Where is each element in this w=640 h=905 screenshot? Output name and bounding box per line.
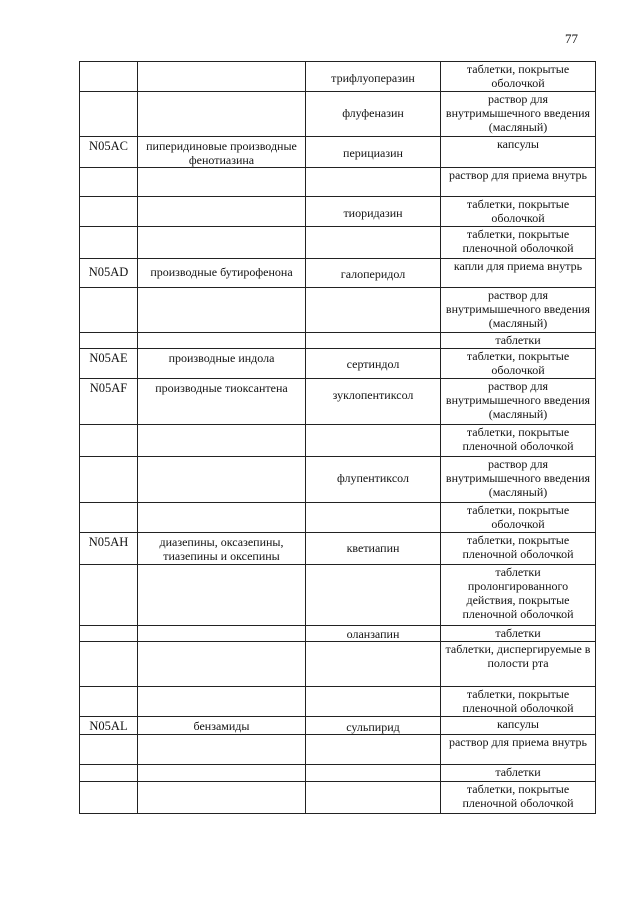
dosage-form-cell: таблетки, покрытые пленочной оболочкой <box>441 227 596 259</box>
group-name-cell: бензамиды <box>138 717 306 735</box>
dosage-form-cell: таблетки, диспергируемые в полости рта <box>441 642 596 687</box>
inn-cell <box>306 565 441 626</box>
atc-code-cell: N05AL <box>80 717 138 735</box>
table-row <box>80 349 596 379</box>
atc-code-cell <box>80 687 138 717</box>
table-row <box>80 227 596 259</box>
drug-table-body <box>80 62 596 814</box>
dosage-form-cell: таблетки <box>441 333 596 349</box>
dosage-form-cell: таблетки, покрытые пленочной оболочкой <box>441 425 596 457</box>
group-name-cell <box>138 765 306 782</box>
dosage-form-cell: таблетки пролонгированного действия, покрытые пленочной оболочкой <box>441 565 596 626</box>
inn-cell: оланзапин <box>306 626 441 642</box>
atc-code-cell: N05AE <box>80 349 138 379</box>
inn-cell <box>306 642 441 687</box>
group-name-cell <box>138 565 306 626</box>
group-name-cell <box>138 503 306 533</box>
atc-code-cell <box>80 565 138 626</box>
atc-code-cell <box>80 197 138 227</box>
table-row <box>80 62 596 92</box>
dosage-form-cell: таблетки, покрытые пленочной оболочкой <box>441 687 596 717</box>
atc-code-cell <box>80 168 138 197</box>
dosage-form-cell: капсулы <box>441 137 596 168</box>
dosage-form-cell: раствор для внутримышечного введения (масляный) <box>441 288 596 333</box>
drug-table <box>79 61 596 814</box>
table-row <box>80 626 596 642</box>
table-row <box>80 425 596 457</box>
inn-cell <box>306 687 441 717</box>
dosage-form-cell: капли для приема внутрь <box>441 259 596 288</box>
dosage-form-cell: таблетки, покрытые оболочкой <box>441 197 596 227</box>
inn-cell <box>306 168 441 197</box>
atc-code-cell <box>80 503 138 533</box>
group-name-cell <box>138 735 306 765</box>
table-row <box>80 687 596 717</box>
dosage-form-cell: таблетки, покрытые оболочкой <box>441 62 596 92</box>
table-row <box>80 259 596 288</box>
atc-code-cell <box>80 227 138 259</box>
table-row <box>80 137 596 168</box>
group-name-cell: производные индола <box>138 349 306 379</box>
dosage-form-cell: таблетки, покрытые пленочной оболочкой <box>441 533 596 565</box>
dosage-form-cell: таблетки, покрытые оболочкой <box>441 503 596 533</box>
table-row <box>80 457 596 503</box>
group-name-cell: производные тиоксантена <box>138 379 306 425</box>
dosage-form-cell: раствор для приема внутрь <box>441 735 596 765</box>
table-row <box>80 533 596 565</box>
atc-code-cell <box>80 288 138 333</box>
group-name-cell: пиперидиновые производные фенотиазина <box>138 137 306 168</box>
inn-cell: перициазин <box>306 137 441 168</box>
atc-code-cell <box>80 765 138 782</box>
group-name-cell <box>138 782 306 814</box>
atc-code-cell <box>80 782 138 814</box>
table-row <box>80 565 596 626</box>
inn-cell <box>306 503 441 533</box>
atc-code-cell: N05AF <box>80 379 138 425</box>
table-row <box>80 765 596 782</box>
inn-cell: флуфеназин <box>306 92 441 137</box>
dosage-form-cell: раствор для приема внутрь <box>441 168 596 197</box>
dosage-form-cell: таблетки, покрытые пленочной оболочкой <box>441 782 596 814</box>
table-row <box>80 503 596 533</box>
inn-cell <box>306 288 441 333</box>
atc-code-cell <box>80 425 138 457</box>
group-name-cell <box>138 626 306 642</box>
group-name-cell <box>138 168 306 197</box>
group-name-cell <box>138 642 306 687</box>
group-name-cell <box>138 288 306 333</box>
table-row <box>80 782 596 814</box>
atc-code-cell <box>80 735 138 765</box>
table-row <box>80 197 596 227</box>
dosage-form-cell: таблетки <box>441 765 596 782</box>
table-row <box>80 717 596 735</box>
group-name-cell <box>138 333 306 349</box>
group-name-cell <box>138 197 306 227</box>
group-name-cell <box>138 62 306 92</box>
dosage-form-cell: раствор для внутримышечного введения (масляный) <box>441 457 596 503</box>
inn-cell <box>306 765 441 782</box>
inn-cell: кветиапин <box>306 533 441 565</box>
atc-code-cell <box>80 457 138 503</box>
group-name-cell: диазепины, оксазепины, тиазепины и оксепины <box>138 533 306 565</box>
atc-code-cell <box>80 333 138 349</box>
group-name-cell <box>138 425 306 457</box>
table-row <box>80 735 596 765</box>
inn-cell <box>306 735 441 765</box>
group-name-cell: производные бутирофенона <box>138 259 306 288</box>
page-number: 77 <box>565 31 578 46</box>
inn-cell: галоперидол <box>306 259 441 288</box>
atc-code-cell <box>80 642 138 687</box>
dosage-form-cell: таблетки <box>441 626 596 642</box>
group-name-cell <box>138 457 306 503</box>
atc-code-cell: N05AH <box>80 533 138 565</box>
inn-cell <box>306 333 441 349</box>
inn-cell: флупентиксол <box>306 457 441 503</box>
inn-cell: тиоридазин <box>306 197 441 227</box>
inn-cell <box>306 782 441 814</box>
inn-cell <box>306 227 441 259</box>
atc-code-cell: N05AD <box>80 259 138 288</box>
dosage-form-cell: таблетки, покрытые оболочкой <box>441 349 596 379</box>
atc-code-cell: N05AC <box>80 137 138 168</box>
inn-cell: сертиндол <box>306 349 441 379</box>
atc-code-cell <box>80 92 138 137</box>
table-row <box>80 92 596 137</box>
group-name-cell <box>138 227 306 259</box>
group-name-cell <box>138 92 306 137</box>
group-name-cell <box>138 687 306 717</box>
dosage-form-cell: раствор для внутримышечного введения (масляный) <box>441 379 596 425</box>
inn-cell: трифлуоперазин <box>306 62 441 92</box>
inn-cell <box>306 425 441 457</box>
atc-code-cell <box>80 626 138 642</box>
table-row <box>80 333 596 349</box>
table-row <box>80 379 596 425</box>
dosage-form-cell: капсулы <box>441 717 596 735</box>
table-row <box>80 288 596 333</box>
dosage-form-cell: раствор для внутримышечного введения (масляный) <box>441 92 596 137</box>
atc-code-cell <box>80 62 138 92</box>
table-row <box>80 642 596 687</box>
inn-cell: сульпирид <box>306 717 441 735</box>
table-row <box>80 168 596 197</box>
inn-cell: зуклопентиксол <box>306 379 441 425</box>
